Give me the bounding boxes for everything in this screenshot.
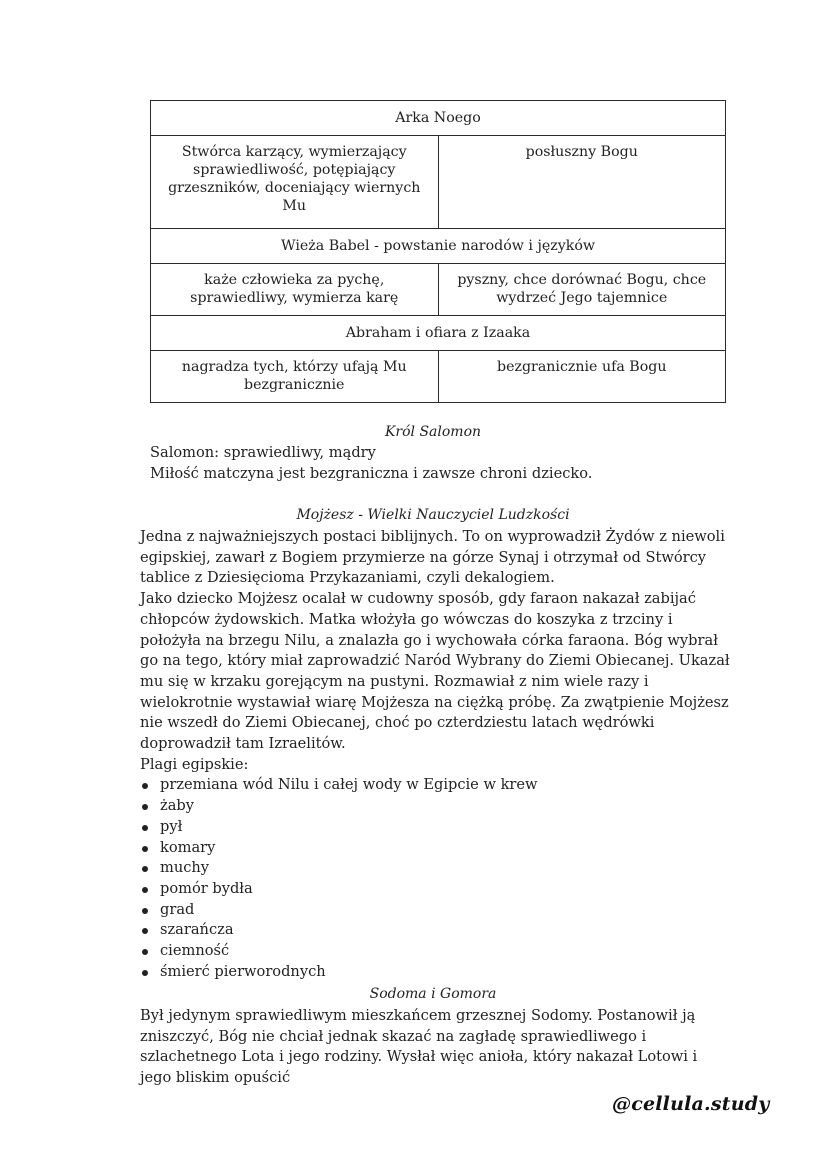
- bullet-icon: [142, 908, 148, 914]
- list-item: szarańcza: [140, 920, 730, 941]
- paragraph: Jedna z najważniejszych postaci biblijnych. To on wyprowadził Żydów z niewoli egipskiej, zawarł z Bogiem przymierze na górze Synaj i otrzymał od Stwórcy tablice z Dziesięcioma Przykazaniami, czyli dekalogiem.: [140, 528, 725, 587]
- paragraph: Jako dziecko Mojżesz ocalał w cudowny sposób, gdy faraon nakazał zabijać chłopców żydowskich. Matka włożyła go wówczas do koszyka z trzciny i położyła na brzegu Nilu, a znalazła go i wychowała córka faraona. Bóg wybrał go na tego, który miał zaprowadzić Naród Wybrany do Ziemi Obiecanej. Ukazał mu się w krzaku gorejącym na pustyni. Rozmawiał z nim wiele razy i wielokrotnie wystawiał wiarę Mojżesza na ciężką próbę. Za zwątpienie Mojżesz nie wszedł do Ziemi Obiecanej, choć po czterdziestu latach wędrówki doprowadził tam Izraelitów.: [140, 590, 730, 753]
- salomon-line: Miłość matczyna jest bezgraniczna i zawsze chroni dziecko.: [150, 464, 593, 482]
- bullet-icon: [142, 866, 148, 872]
- section-title-sodoma: Sodoma i Gomora: [369, 986, 497, 1002]
- table-row: [151, 101, 726, 136]
- list-item: grad: [140, 900, 730, 921]
- bullet-icon: [142, 970, 148, 976]
- list-item: śmierć pierworodnych: [140, 962, 730, 983]
- bullet-icon: [142, 825, 148, 831]
- salomon-line: Salomon: sprawiedliwy, mądry: [150, 444, 376, 461]
- list-item: muchy: [140, 858, 730, 879]
- salomon-text: [150, 443, 730, 484]
- list-item: ciemność: [140, 941, 730, 962]
- table-header-cell: Wieża Babel - powstanie narodów i języków: [151, 229, 726, 264]
- bullet-icon: [142, 783, 148, 789]
- list-item: pomór bydła: [140, 879, 730, 900]
- table-cell-human: pyszny, chce dorównać Bogu, chce wydrzeć Jego tajemnice: [438, 264, 726, 316]
- bullet-icon: [142, 949, 148, 955]
- table-row: [151, 136, 726, 229]
- bible-topics-table: [150, 100, 726, 403]
- table-cell-god: każe człowieka za pychę, sprawiedliwy, wymierza karę: [151, 264, 439, 316]
- section-title-salomon: Król Salomon: [384, 424, 482, 440]
- table-header-cell: Arka Noego: [151, 101, 726, 136]
- list-item: pył: [140, 817, 730, 838]
- paragraph: Był jedynym sprawiedliwym mieszkańcem grzesznej Sodomy. Postanowił ją zniszczyć, Bóg nie chciał jednak skazać na zagładę sprawiedliwego i szlachetnego Lota i jego rodziny. Wysłał więc anioła, który nakazał Lotowi i jego bliskim opuścić: [140, 1007, 698, 1087]
- list-item: komary: [140, 838, 730, 859]
- table-row: [151, 351, 726, 403]
- table-cell-human: bezgranicznie ufa Bogu: [438, 351, 726, 403]
- table-cell-god: Stwórca karzący, wymierzający sprawiedliwość, potępiający grzeszników, doceniający wiernych Mu: [151, 136, 439, 229]
- list-item: żaby: [140, 796, 730, 817]
- table-cell-god: nagradza tych, którzy ufają Mu bezgranicznie: [151, 351, 439, 403]
- plagues-list: [140, 775, 730, 982]
- section-title-mojzesz: Mojżesz - Wielki Nauczyciel Ludzkości: [296, 507, 570, 523]
- plagues-label: Plagi egipskie:: [140, 755, 249, 773]
- bullet-icon: [142, 846, 148, 852]
- table-row: [151, 264, 726, 316]
- sodoma-text: [140, 1006, 730, 1089]
- table-row: [151, 316, 726, 351]
- list-item: przemiana wód Nilu i całej wody w Egipcie w krew: [140, 775, 730, 796]
- mojzesz-text: [140, 527, 730, 982]
- watermark-signature: @cellula.study: [612, 1093, 770, 1115]
- bullet-icon: [142, 804, 148, 810]
- table-cell-human: posłuszny Bogu: [438, 136, 726, 229]
- table-header-cell: Abraham i ofiara z Izaaka: [151, 316, 726, 351]
- table-row: [151, 229, 726, 264]
- bullet-icon: [142, 887, 148, 893]
- bullet-icon: [142, 928, 148, 934]
